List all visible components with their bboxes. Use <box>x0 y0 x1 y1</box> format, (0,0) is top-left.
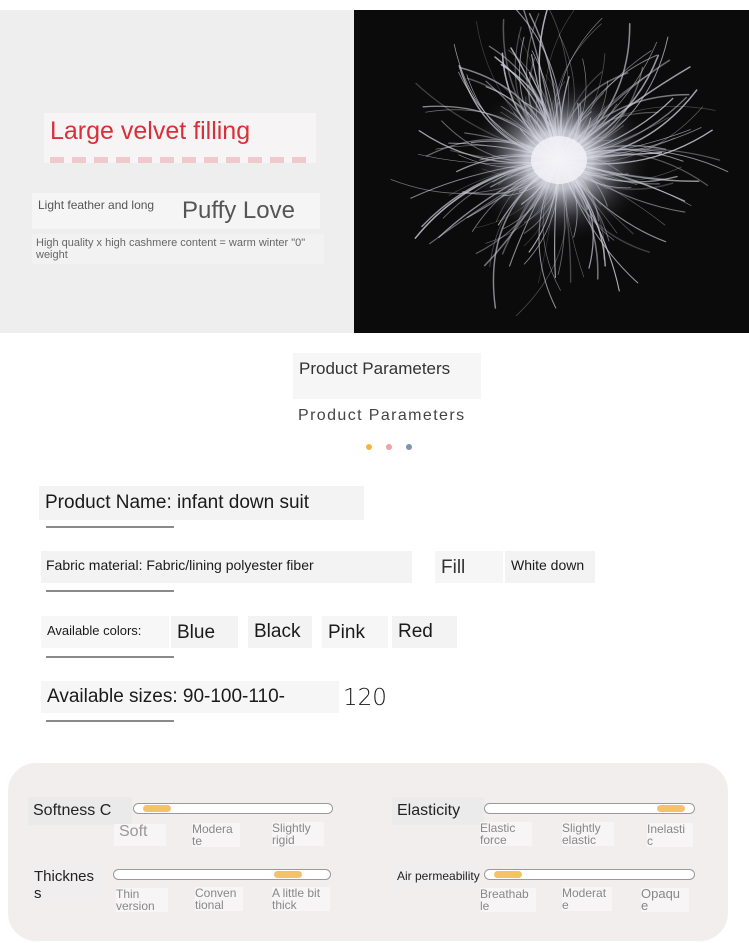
sizes-label: Available sizes: 90-100-110- <box>47 686 285 707</box>
color-blue: Blue <box>177 622 216 643</box>
divider <box>46 526 174 528</box>
air-permeability-label-low: Breathab le <box>480 888 536 912</box>
feature-text: Light feather and long <box>38 198 155 212</box>
fabric-property-panel <box>8 763 728 941</box>
elasticity-title: Elasticity <box>392 797 484 825</box>
decor-dot-yellow <box>366 444 372 450</box>
color-option-blue <box>171 616 238 648</box>
softness-label-mid: Modera te <box>192 823 240 847</box>
down-feather-image <box>354 10 749 333</box>
color-option-black <box>248 616 312 648</box>
fabric-material-box <box>41 551 412 583</box>
elasticity-scale <box>484 803 695 814</box>
product-name-box <box>39 486 364 520</box>
softness-indicator <box>143 805 171 812</box>
product-name: Product Name: infant down suit <box>45 492 310 513</box>
elasticity-label-low: Elastic force <box>480 822 532 846</box>
air-permeability-title: Air permeability <box>392 862 482 890</box>
decor-dot-blue <box>406 444 412 450</box>
thickness-label-mid: Conven tional <box>195 887 243 911</box>
elasticity-label-high: Inelasti c <box>647 823 693 847</box>
description-text: High quality x high cashmere content = warm winter "0" weight <box>36 237 306 261</box>
headline-decoration <box>50 157 314 163</box>
slogan-text: Puffy Love <box>182 197 295 224</box>
feature-line <box>32 193 320 229</box>
section-title: Product Parameters <box>299 359 451 378</box>
color-pink: Pink <box>328 622 365 643</box>
fill-label: Fill <box>441 557 466 578</box>
description-box <box>32 234 324 264</box>
divider <box>46 590 174 592</box>
thickness-label-low: Thin version <box>116 888 168 912</box>
divider <box>46 656 174 658</box>
thickness-scale <box>113 869 331 880</box>
colors-label: Available colors: <box>47 623 142 638</box>
thickness-label-high: A little bit thick <box>272 887 330 911</box>
softness-title: Softness C <box>28 797 132 825</box>
down-feather-photo <box>354 10 749 333</box>
colors-label-box <box>41 616 169 648</box>
headline: Large velvet filling <box>50 117 251 145</box>
fill-value-box <box>505 551 595 583</box>
color-option-red <box>392 616 457 648</box>
air-permeability-scale <box>484 869 695 880</box>
thickness-title: Thicknes s <box>30 864 102 902</box>
softness-label-low: Soft <box>114 824 166 846</box>
sizes-box <box>41 681 339 713</box>
color-red: Red <box>398 621 433 642</box>
fabric-material: Fabric material: Fabric/lining polyester fiber <box>46 557 314 573</box>
decor-dot-pink <box>386 444 392 450</box>
thickness-indicator <box>274 871 302 878</box>
sizes-last: 120 <box>343 685 387 711</box>
banner-text-panel <box>0 10 354 333</box>
softness-scale <box>133 803 333 814</box>
color-option-pink <box>322 616 388 648</box>
headline-box <box>44 113 316 163</box>
section-subtitle: Product Parameters <box>298 407 466 424</box>
elasticity-label-mid: Slightly elastic <box>562 822 614 846</box>
softness-label-high: Slightly rigid <box>272 822 324 846</box>
fill-label-box <box>435 551 503 583</box>
elasticity-indicator <box>657 805 685 812</box>
air-permeability-label-high: Opaqu e <box>641 888 689 912</box>
color-black: Black <box>254 621 301 642</box>
section-title-box <box>293 353 481 399</box>
divider <box>46 720 174 722</box>
air-permeability-indicator <box>494 871 522 878</box>
air-permeability-label-mid: Moderat e <box>562 887 612 911</box>
fill-value: White down <box>511 557 585 573</box>
